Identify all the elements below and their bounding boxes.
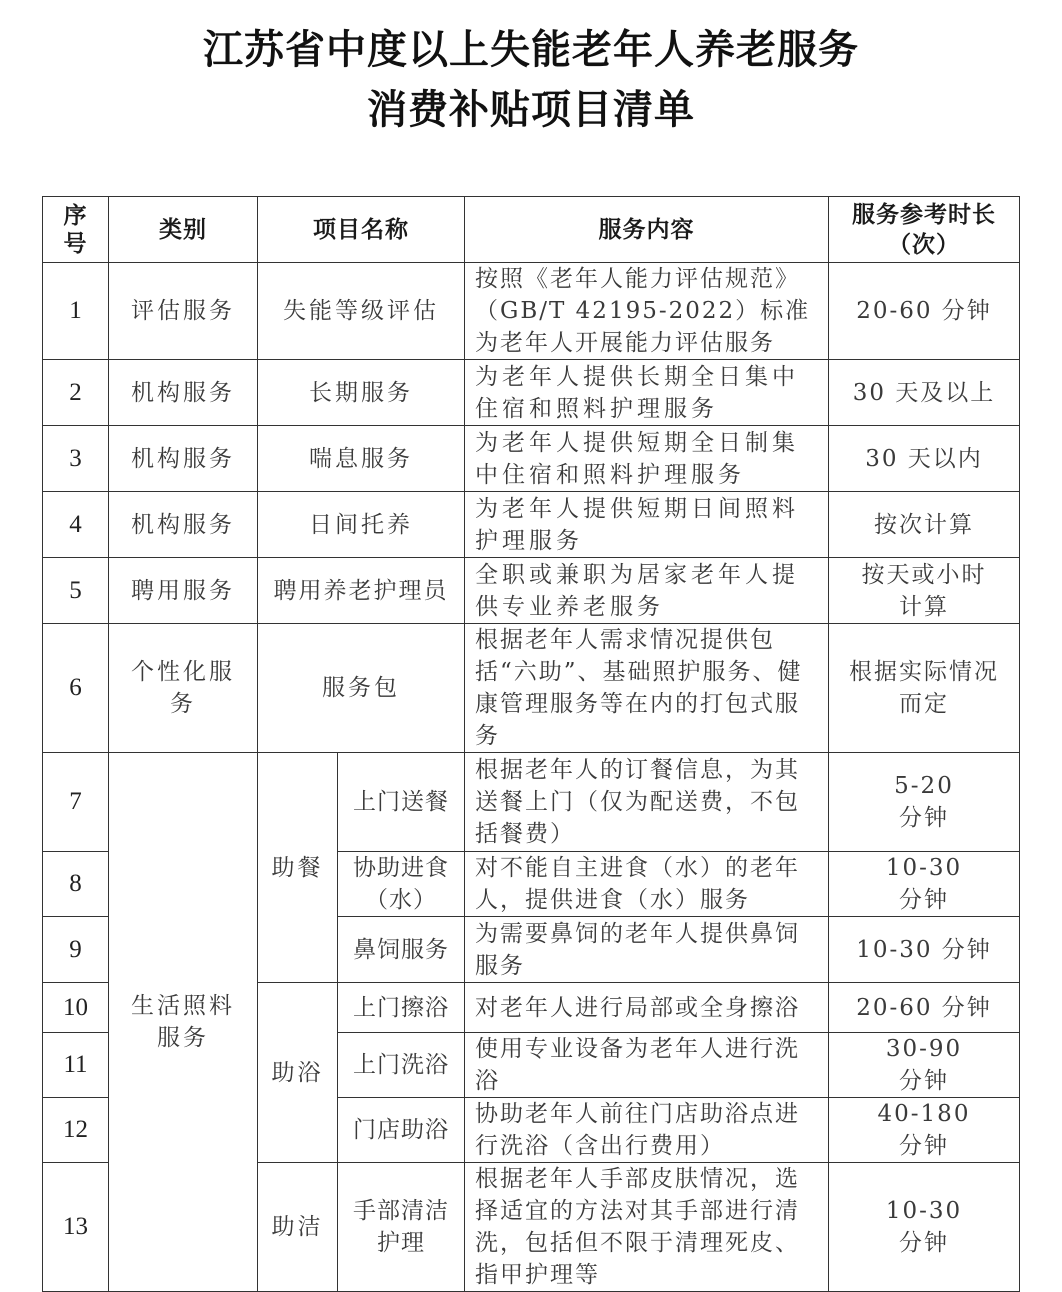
row-category: 机构服务 — [109, 492, 258, 558]
row-index: 7 — [43, 753, 109, 852]
row-content: 使用专业设备为老年人进行洗浴 — [465, 1033, 829, 1098]
row-index: 3 — [43, 426, 109, 492]
header-duration: 服务参考时长 （次） — [829, 197, 1020, 263]
table-row — [43, 360, 1020, 426]
row-duration: 10-30 分钟 — [829, 917, 1020, 983]
row-duration: 30 天以内 — [829, 426, 1020, 492]
row-item-name: 失能等级评估 — [258, 263, 465, 360]
row-content: 为老年人提供短期全日制集中住宿和照料护理服务 — [465, 426, 829, 492]
row-item-name: 门店助浴 — [338, 1098, 465, 1163]
row-category-life-care: 生活照料服务 — [109, 753, 258, 1292]
row-item-name: 上门洗浴 — [338, 1033, 465, 1098]
row-index: 12 — [43, 1098, 109, 1163]
row-index: 9 — [43, 917, 109, 983]
row-item-name: 协助进食（水） — [338, 852, 465, 917]
row-category: 聘用服务 — [109, 558, 258, 624]
row-index: 2 — [43, 360, 109, 426]
row-content: 对不能自主进食（水）的老年人，提供进食（水）服务 — [465, 852, 829, 917]
row-index: 4 — [43, 492, 109, 558]
row-item-name: 上门擦浴 — [338, 983, 465, 1033]
row-item-name: 日间托养 — [258, 492, 465, 558]
table-row — [43, 492, 1020, 558]
table-row — [43, 263, 1020, 360]
row-index: 8 — [43, 852, 109, 917]
page-title-line2: 消费补贴项目清单 — [367, 87, 695, 133]
row-content: 根据老年人的订餐信息，为其送餐上门（仅为配送费，不包括餐费） — [465, 753, 829, 852]
row-item-name: 上门送餐 — [338, 753, 465, 852]
subsidy-items-table — [42, 196, 1020, 1292]
row-index: 10 — [43, 983, 109, 1033]
row-content: 根据老年人需求情况提供包括“六助”、基础照护服务、健康管理服务等在内的打包式服务 — [465, 624, 829, 753]
table-row — [43, 426, 1020, 492]
header-content: 服务内容 — [465, 197, 829, 263]
table-row — [43, 753, 1020, 852]
row-content: 为需要鼻饲的老年人提供鼻饲服务 — [465, 917, 829, 983]
header-category: 类别 — [109, 197, 258, 263]
row-content: 协助老年人前往门店助浴点进行洗浴（含出行费用） — [465, 1098, 829, 1163]
row-content: 为老年人提供长期全日集中住宿和照料护理服务 — [465, 360, 829, 426]
row-duration: 20-60 分钟 — [829, 263, 1020, 360]
page-title-line1: 江苏省中度以上失能老年人养老服务 — [203, 27, 859, 73]
row-content: 根据老年人手部皮肤情况，选择适宜的方法对其手部进行清洗，包括但不限于清理死皮、指甲护理等 — [465, 1163, 829, 1292]
row-duration: 10-30 分钟 — [829, 1163, 1020, 1292]
row-index: 13 — [43, 1163, 109, 1292]
row-duration: 5-20 分钟 — [829, 753, 1020, 852]
row-duration: 根据实际情况而定 — [829, 624, 1020, 753]
row-item-name: 聘用养老护理员 — [258, 558, 465, 624]
row-index: 5 — [43, 558, 109, 624]
row-duration: 按次计算 — [829, 492, 1020, 558]
header-item-name: 项目名称 — [258, 197, 465, 263]
table-row — [43, 624, 1020, 753]
row-duration: 20-60 分钟 — [829, 983, 1020, 1033]
row-category: 评估服务 — [109, 263, 258, 360]
row-content: 对老年人进行局部或全身擦浴 — [465, 983, 829, 1033]
row-category: 机构服务 — [109, 360, 258, 426]
row-subcategory-clean: 助洁 — [258, 1163, 338, 1292]
row-subcategory-meal: 助餐 — [258, 753, 338, 983]
row-duration: 30-90 分钟 — [829, 1033, 1020, 1098]
row-index: 11 — [43, 1033, 109, 1098]
row-content: 为老年人提供短期日间照料护理服务 — [465, 492, 829, 558]
row-index: 1 — [43, 263, 109, 360]
table-header-row — [43, 197, 1020, 263]
row-category: 个性化服务 — [109, 624, 258, 753]
row-content: 全职或兼职为居家老年人提供专业养老服务 — [465, 558, 829, 624]
row-item-name: 服务包 — [258, 624, 465, 753]
row-category: 机构服务 — [109, 426, 258, 492]
row-index: 6 — [43, 624, 109, 753]
row-item-name: 长期服务 — [258, 360, 465, 426]
row-item-name: 手部清洁护理 — [338, 1163, 465, 1292]
row-subcategory-bath: 助浴 — [258, 983, 338, 1163]
table-row — [43, 558, 1020, 624]
row-item-name: 鼻饲服务 — [338, 917, 465, 983]
row-duration: 按天或小时计算 — [829, 558, 1020, 624]
row-duration: 30 天及以上 — [829, 360, 1020, 426]
header-index: 序 号 — [43, 197, 109, 263]
row-item-name: 喘息服务 — [258, 426, 465, 492]
row-duration: 10-30 分钟 — [829, 852, 1020, 917]
row-duration: 40-180 分钟 — [829, 1098, 1020, 1163]
row-content: 按照《老年人能力评估规范》（GB/T 42195-2022）标准为老年人开展能力评估服务 — [465, 263, 829, 360]
